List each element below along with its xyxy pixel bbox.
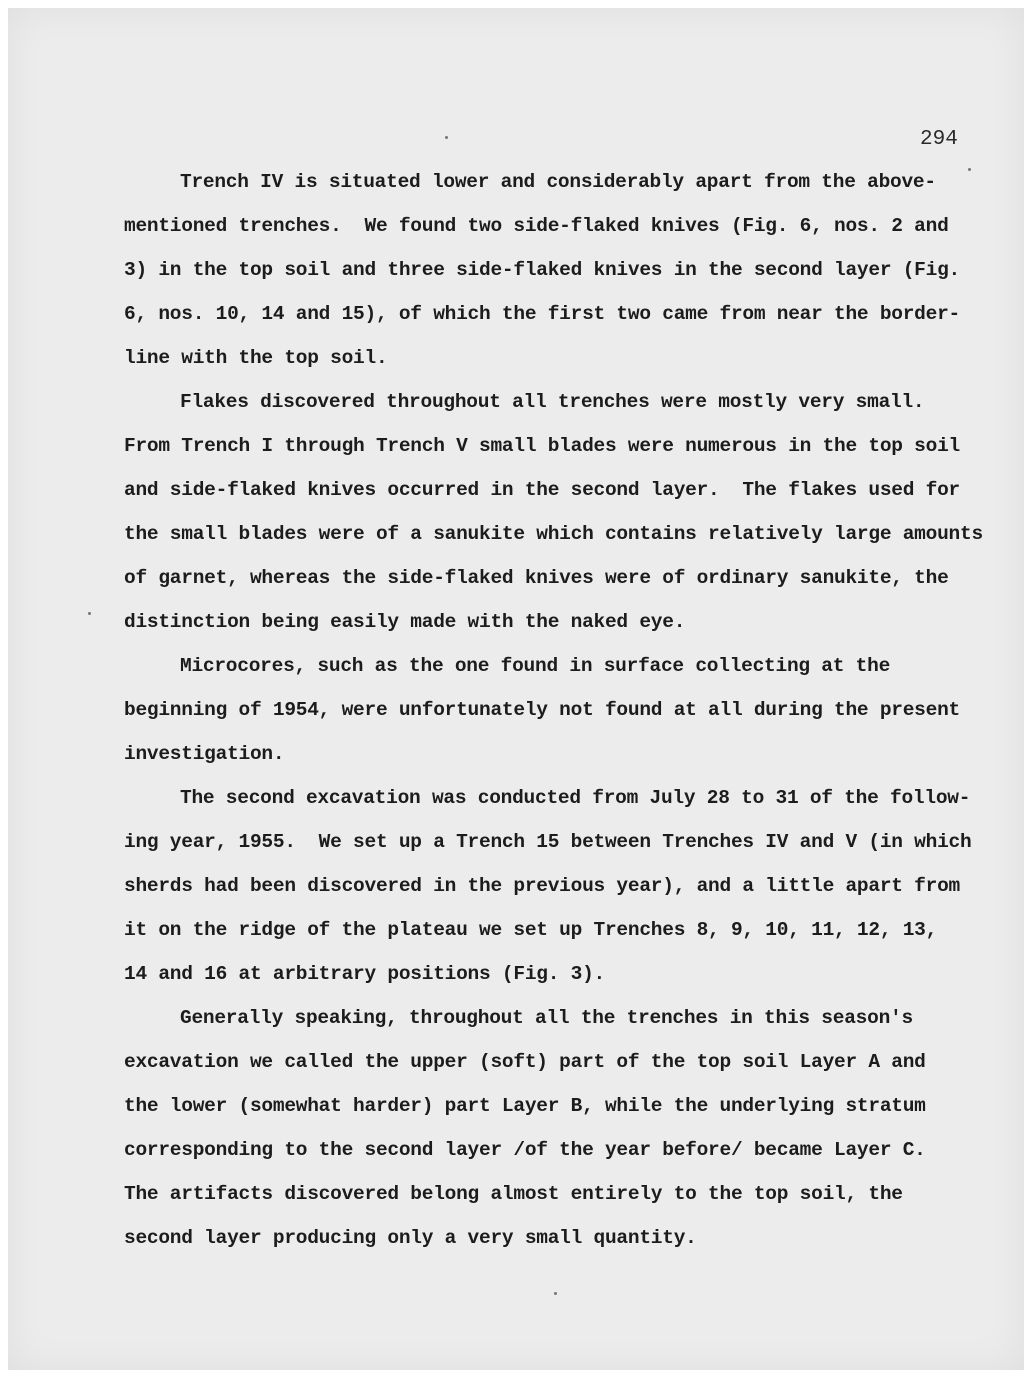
- page-number: 294: [920, 128, 958, 151]
- text-line: it on the ridge of the plateau we set up Trenches 8, 9, 10, 11, 12, 13,: [124, 919, 938, 941]
- text-line: Trench IV is situated lower and considerably apart from the above-: [180, 171, 936, 193]
- text-line: sherds had been discovered in the previous year), and a little apart from: [124, 875, 960, 897]
- text-line: ing year, 1955. We set up a Trench 15 between Trenches IV and V (in which: [124, 831, 972, 853]
- text-line: 14 and 16 at arbitrary positions (Fig. 3).: [124, 963, 605, 985]
- text-line: of garnet, whereas the side-flaked knives were of ordinary sanukite, the: [124, 567, 949, 589]
- text-line: distinction being easily made with the naked eye.: [124, 611, 686, 633]
- text-line: 3) in the top soil and three side-flaked knives in the second layer (Fig.: [124, 259, 960, 281]
- text-line: corresponding to the second layer /of the year before/ became Layer C.: [124, 1139, 926, 1161]
- text-line: Microcores, such as the one found in surface collecting at the: [180, 655, 891, 677]
- text-line: beginning of 1954, were unfortunately not found at all during the present: [124, 699, 960, 721]
- text-line: the lower (somewhat harder) part Layer B, while the underlying stratum: [124, 1095, 926, 1117]
- text-line: excavation we called the upper (soft) part of the top soil Layer A and: [124, 1051, 926, 1073]
- text-line: Generally speaking, throughout all the trenches in this season's: [180, 1007, 913, 1029]
- text-line: 6, nos. 10, 14 and 15), of which the first two came from near the border-: [124, 303, 960, 325]
- paper-speck: [445, 136, 448, 139]
- text-line: mentioned trenches. We found two side-flaked knives (Fig. 6, nos. 2 and: [124, 215, 949, 237]
- paper-speck: [554, 1292, 557, 1295]
- document-page: [8, 8, 1024, 1370]
- paper-speck: [88, 612, 91, 615]
- text-line: Flakes discovered throughout all trenches were mostly very small.: [180, 391, 925, 413]
- text-line: investigation.: [124, 743, 285, 765]
- text-line: the small blades were of a sanukite which contains relatively large amounts: [124, 523, 983, 545]
- text-line: From Trench I through Trench V small blades were numerous in the top soil: [124, 435, 960, 457]
- body-text: [124, 160, 984, 1260]
- text-line: second layer producing only a very small quantity.: [124, 1227, 697, 1249]
- paper-speck: [968, 168, 971, 171]
- text-line: The artifacts discovered belong almost entirely to the top soil, the: [124, 1183, 903, 1205]
- text-line: The second excavation was conducted from July 28 to 31 of the follow-: [180, 787, 971, 809]
- text-line: and side-flaked knives occurred in the second layer. The flakes used for: [124, 479, 960, 501]
- text-line: line with the top soil.: [124, 347, 388, 369]
